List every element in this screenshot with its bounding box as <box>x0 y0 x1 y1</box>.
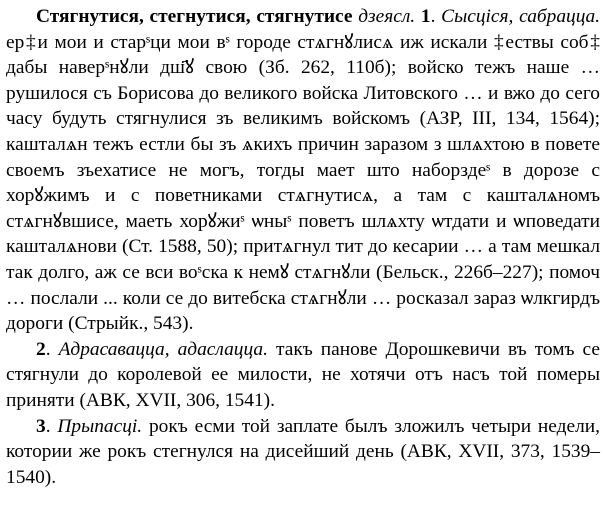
sense-body: ер‡и мои и старˢци мои вˢ городе стѧгнꙋлисѧ иж искали ‡ествы соб‡ дабы наверˢнꙋли дш҃ꙋ свою (Зб. 262, 110б); войско тежъ наше … рушилося съ Борисова до великого войска Литовского … и вжо до сего часу будуть стягнулися зъ великимъ войскомъ (АЗР, III, 134, 1564); кашталѧн тежъ естли бы зъ ѧкихъ причин заразом з шлѧхтою в повете своемъ зъехатисе не могъ, тогды мает што наборздеˢ в дорозе с хорꙋжимъ и с поветниками стѧгнутисѧ, а там с кашталѧномъ стѧгнꙋвшисе, маеть хорꙋжиˢ ѡныˢ поветъ шлѧхту ѡтдати и ѡповедати кашталѧнови (Ст. 1588, 50); притѧгнул тит до кесарии … а там мешкал так долго, аж се вси воˢска к немꙋ стѧгнꙋли (Бельск., 226б–227); помоч … послали ... коли се до витебска стѧгнꙋли … росказал зараз ѡлкгирдъ дороги (Стрыйк., 543). <box>6 31 600 335</box>
sense-2-paragraph: 2. Адрасавацца, адаслацца. такъ панове Дорошкевичи въ томъ се стягнули до королевой ее милости, не хотячи отъ насъ той померы приняти (АВК, XVII, 306, 1541). <box>6 338 600 411</box>
sense-3-paragraph: 3. Прыпасці. рокъ есми той заплате былъ зложилъ четыри недели, котории же рокъ стегнулся на дисейший день (АВК, XVII, 373, 1539–1540). <box>6 415 600 488</box>
sense-number: 3 <box>36 415 46 437</box>
sense-body: рокъ есми той заплате былъ зложилъ четыри недели, котории же рокъ стегнулся на дисейший день (АВК, XVII, 373, 1539–1540). <box>6 415 600 488</box>
sense-number: 2 <box>36 338 46 360</box>
grammar-label: дзеясл. <box>358 6 416 27</box>
sense-definition: Сысціся, сабраццa. <box>441 6 600 27</box>
sense-definition: Адрасавацца, адаслацца. <box>58 338 268 360</box>
sense-number: 1 <box>420 6 431 27</box>
sense-1-paragraph: Стягнутися, стегнутися, стягнутисе дзеясл. 1. Сысціся, сабраццa. ер‡и мои и старˢци мои вˢ городе стѧгнꙋлисѧ иж искали ‡ествы соб‡ дабы наверˢнꙋли дш҃ꙋ свою (Зб. 262, 110б); войско тежъ наше … рушилося съ Борисова до великого войска Литовского … и вжо до сего часу будуть стягнулися зъ великимъ войскомъ (АЗР, III, 134, 1564); кашталѧн тежъ естли бы зъ ѧкихъ причин заразом з шлѧхтою в повете своемъ зъехатисе не могъ, тогды мает што наборздеˢ в дорозе с хорꙋжимъ и с поветниками стѧгнутисѧ, а там с кашталѧномъ стѧгнꙋвшисе, маеть хорꙋжиˢ ѡныˢ поветъ шлѧхту ѡтдати и ѡповедати кашталѧнови (Ст. 1588, 50); притѧгнул тит до кесарии … а там мешкал так долго, аж се вси воˢска к немꙋ стѧгнꙋли (Бельск., 226б–227); помоч … послали ... коли се до витебска стѧгнꙋли … росказал зараз ѡлкгирдъ дороги (Стрыйк., 543). <box>6 6 600 335</box>
sense-body: такъ панове Дорошкевичи въ томъ се стягнули до королевой ее милости, не хотячи отъ насъ той померы приняти (АВК, XVII, 306, 1541). <box>6 338 600 411</box>
sense-definition: Прыпасці. <box>57 415 143 437</box>
headword: Стягнутися, стегнутися, стягнутисе <box>36 6 353 27</box>
